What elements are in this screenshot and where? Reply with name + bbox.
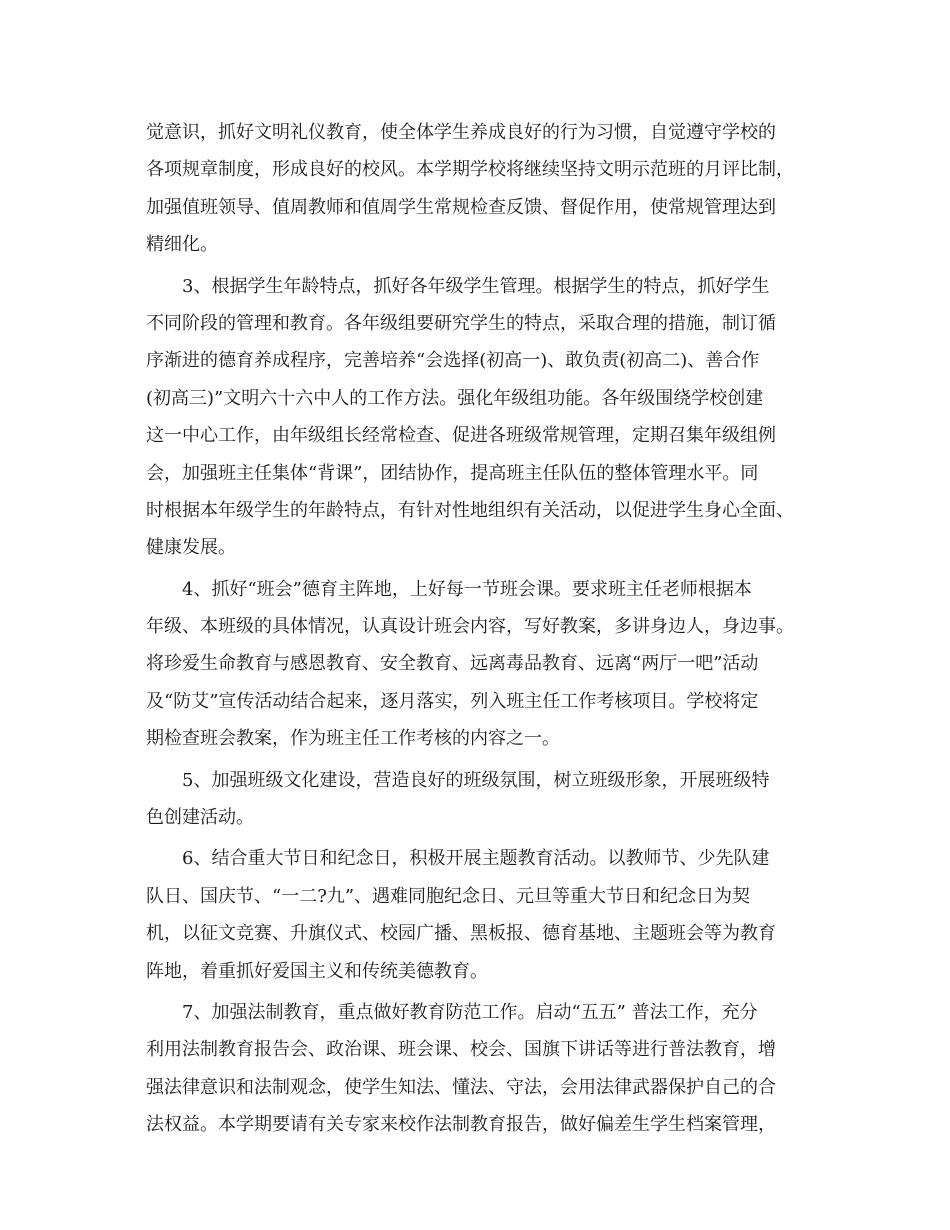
text-line: 年级、本班级的具体情况，认真设计班会内容，写好教案，多讲身边人，身边事。 (146, 616, 794, 638)
text-line: 7、加强法制教育，重点做好教育防范工作。启动“五五” 普法工作，充分 (182, 1001, 758, 1023)
text-line: 会，加强班主任集体“背课”，团结协作，提高班主任队伍的整体管理水平。同 (146, 462, 759, 484)
text-line: 色创建活动。 (146, 807, 254, 829)
text-line: 精细化。 (146, 234, 218, 256)
text-line: 及“防艾”宣传活动结合起来，逐月落实，列入班主任工作考核项目。学校将定 (146, 690, 759, 712)
paragraph-item-5 (146, 762, 814, 837)
text-line: 将珍爱生命教育与感恩教育、安全教育、远离毒品教育、远离“两厅一吧”活动 (146, 653, 759, 675)
text-line: 期检查班会教案，作为班主任工作考核的内容之一。 (146, 728, 560, 750)
text-line: 强法律意识和法制观念，使学生知法、懂法、守法，会用法律武器保护自己的合 (146, 1076, 776, 1098)
text-line: 健康发展。 (146, 537, 236, 559)
text-line: 机，以征文竞赛、升旗仪式、校园广播、黑板报、德育基地、主题班会等为教育 (146, 923, 776, 945)
text-line: 阵地，着重抓好爱国主义和传统美德教育。 (146, 960, 488, 982)
text-line: (初高三)”文明六十六中人的工作方法。强化年级组功能。各年级围绕学校创建 (146, 387, 764, 409)
text-line: 时根据本年级学生的年龄特点，有针对性地组织有关活动，以促进学生身心全面、 (146, 499, 794, 521)
paragraph-item-6 (146, 840, 814, 990)
text-line: 队日、国庆节、“一二?九”、遇难同胞纪念日、元旦等重大节日和纪念日为契 (146, 885, 751, 907)
document-body (146, 114, 814, 1148)
text-line: 这一中心工作，由年级组长经常检查、促进各班级常规管理，定期召集年级组例 (146, 425, 776, 447)
text-line: 各项规章制度，形成良好的校风。本学期学校将继续坚持文明示范班的月评比制， (146, 159, 794, 181)
text-line: 加强值班领导、值周教师和值周学生常规检查反馈、督促作用，使常规管理达到 (146, 196, 776, 218)
paragraph-item-7 (146, 994, 814, 1144)
text-line: 6、结合重大节日和纪念日，积极开展主题教育活动。以教师节、少先队建 (182, 848, 770, 870)
text-line: 法权益。本学期要请有关专家来校作法制教育报告，做好偏差生学生档案管理， (146, 1114, 776, 1136)
text-line: 3、根据学生年龄特点，抓好各年级学生管理。根据学生的特点，抓好学生 (182, 275, 770, 297)
text-line: 利用法制教育报告会、政治课、班会课、校会、国旗下讲话等进行普法教育，增 (146, 1039, 776, 1061)
paragraph-item-4 (146, 571, 814, 758)
text-line: 4、抓好“班会”德育主阵地，上好每一节班会课。要求班主任老师根据本 (182, 578, 752, 600)
text-line: 觉意识，抓好文明礼仪教育，使全体学生养成良好的行为习惯，自觉遵守学校的 (146, 122, 776, 143)
paragraph-item-3 (146, 268, 814, 567)
text-line: 5、加强班级文化建设，营造良好的班级氛围，树立班级形象，开展班级特 (182, 769, 770, 791)
text-line: 不同阶段的管理和教育。各年级组要研究学生的特点，采取合理的措施，制订循 (146, 312, 776, 334)
paragraph-conduct (146, 114, 814, 264)
text-line: 序渐进的德育养成程序，完善培养“会选择(初高一)、敢负责(初高二)、善合作 (146, 350, 760, 372)
